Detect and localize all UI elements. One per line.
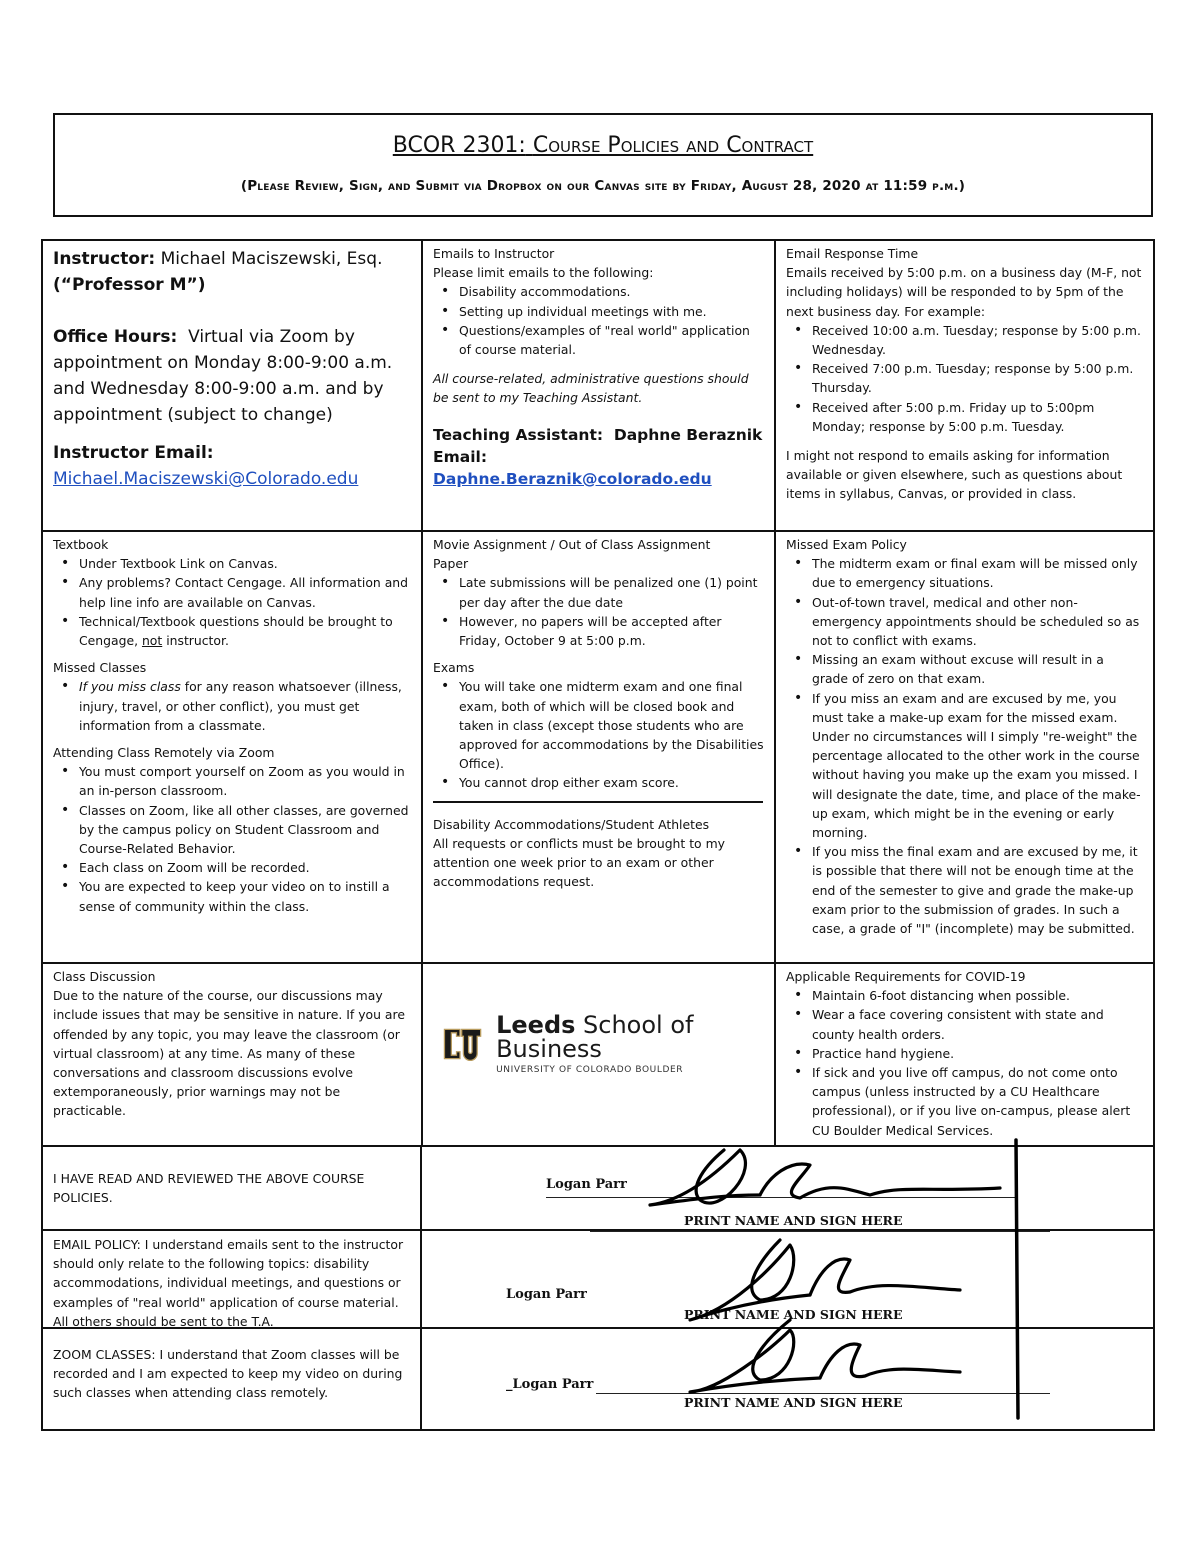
disability-heading: Disability Accommodations/Student Athletes	[433, 816, 710, 832]
list-item: • Missing an exam without excuse will result in a grade of zero on that exam.	[812, 650, 1143, 688]
row-contact	[43, 241, 1153, 532]
missed-exam-cell	[776, 532, 1153, 962]
list-item: • You are expected to keep your video on to instill a sense of community within the class.	[79, 877, 411, 915]
disability-text: All requests or conflicts must be brought to my attention one week prior to an exam or other accommodations request.	[433, 835, 725, 890]
signature-line	[590, 1231, 1050, 1232]
sign-label: PRINT NAME AND SIGN HERE	[684, 1395, 903, 1410]
textbook-heading: Textbook	[53, 537, 109, 552]
list-item: • If you miss an exam and are excused by me, you must take a make-up exam for the missed exam. Under no circumstances will I simply "re-weight" the percentage allocated to the other work in the course without having you make up the exam you missed. I will designate the date, time, and place of the make-up exam, which might be in the evening or early morning.	[812, 689, 1143, 843]
covid-heading: Applicable Requirements for COVID-19	[786, 969, 1026, 984]
missed-exam-heading: Missed Exam Policy	[786, 537, 907, 552]
sign-label: PRINT NAME AND SIGN HERE	[684, 1213, 903, 1228]
sign-row-3	[43, 1329, 1153, 1429]
list-item: • Any problems? Contact Cengage. All information and help line info are available on Canvas.	[79, 573, 411, 611]
list-item: • Received after 5:00 p.m. Friday up to 5:00pm Monday; response by 5:00 p.m. Tuesday.	[812, 398, 1143, 436]
printed-name: Logan Parr	[546, 1177, 627, 1192]
response-list	[786, 321, 1143, 436]
list-item: • The midterm exam or final exam will be missed only due to emergency situations.	[812, 554, 1143, 592]
movie-assignment-cell	[423, 532, 776, 962]
statement-email-policy: EMAIL POLICY: I understand emails sent to the instructor should only relate to the following topics: disability accommodations, individual meetings, and questions or examples of "real world" application of course material. All others should be sent to the T.A.	[43, 1231, 422, 1327]
list-item: • Out-of-town travel, medical and other non-emergency appointments should be scheduled so as not to conflict with exams.	[812, 593, 1143, 651]
statement-read: I HAVE READ AND REVIEWED THE ABOVE COURSE POLICIES.	[43, 1147, 422, 1229]
sign-area-1[interactable]	[422, 1147, 1153, 1229]
exams-heading: Exams	[433, 660, 475, 676]
statement-zoom: ZOOM CLASSES: I understand that Zoom classes will be recorded and I am expected to keep my video on during such classes when attending class remotely.	[43, 1329, 422, 1429]
list-item: • You cannot drop either exam score.	[459, 773, 764, 792]
list-item: • You will take one midterm exam and one final exam, both of which will be closed book and taken in class (except those students who are approved for accommodations by the Disabilities Office).	[459, 677, 764, 773]
response-heading: Email Response Time	[786, 246, 919, 261]
list-item: • Disability accommodations.	[459, 282, 764, 301]
leeds-logo	[441, 1013, 764, 1075]
sign-row-1	[43, 1147, 1153, 1231]
list-item: • Received 7:00 p.m. Tuesday; response by 5:00 p.m. Thursday.	[812, 359, 1143, 397]
list-item: • Maintain 6-foot distancing when possible.	[812, 986, 1143, 1005]
page-subtitle: (Please Review, Sign, and Submit via Dropbox on our Canvas site by Friday, August 28, 2020 at 11:59 p.m.)	[240, 178, 966, 194]
covid-cell	[776, 964, 1153, 1145]
logo-cell	[423, 964, 776, 1145]
list-item: • Classes on Zoom, like all other classes, are governed by the campus policy on Student Classroom and Course-Related Behavior.	[79, 801, 411, 859]
row-discussion	[43, 964, 1153, 1147]
sign-area-3[interactable]	[422, 1329, 1153, 1429]
divider	[433, 801, 763, 803]
instructor-cell: Instructor: Michael Maciszewski, Esq. (“Professor M”) Office Hours: Virtual via Zoom by appointment on Monday 8:00-9:00 a.m. and Wednesday 8:00-9:00 a.m. and by appointment (subject to change) Instructor Email: Michael.Maciszewski@Colorado.edu	[43, 241, 423, 530]
instructor-email-link[interactable]: Michael.Maciszewski@Colorado.edu	[53, 469, 359, 489]
list-item: • Practice hand hygiene.	[812, 1044, 1143, 1063]
instructor-email-label: Instructor Email:	[53, 443, 214, 463]
printed-name: _Logan Parr	[506, 1377, 594, 1392]
movie-heading: Movie Assignment / Out of Class Assignment	[433, 537, 711, 552]
office-hours: Office Hours: Virtual via Zoom by appointment on Monday 8:00-9:00 a.m. and Wednesday 8:00-9:00 a.m. and by appointment (subject to change)	[53, 327, 393, 425]
signature-line	[596, 1393, 1050, 1394]
emails-heading: Emails to Instructor	[433, 246, 555, 261]
list-item: • Under Textbook Link on Canvas.	[79, 554, 411, 573]
list-item: • Questions/examples of "real world" application of course material.	[459, 321, 764, 359]
cu-logo-icon	[441, 1019, 484, 1069]
logo-subtitle: UNIVERSITY OF COLORADO BOULDER	[496, 1065, 684, 1075]
list-item: • Late submissions will be penalized one (1) point per day after the due date	[459, 573, 764, 611]
logo-title: Leeds School of Business	[496, 1011, 694, 1063]
sign-row-2	[43, 1231, 1153, 1329]
list-item: • Each class on Zoom will be recorded.	[79, 858, 411, 877]
printed-name: Logan Parr	[506, 1287, 587, 1302]
textbook-cell	[43, 532, 423, 962]
signature-line	[546, 1197, 1016, 1198]
row-policies	[43, 532, 1153, 964]
discussion-text: Due to the nature of the course, our discussions may include issues that may be sensitive in nature. If you are offended by any topic, you may leave the classroom (or virtual classroom) at any time. As many of these conversations and classroom discussions evolve extemporaneously, prior warnings may not be practicable.	[53, 988, 405, 1119]
header-box	[53, 113, 1153, 217]
ta-email-link[interactable]: Daphne.Beraznik@colorado.edu	[433, 469, 712, 488]
ta-note: All course-related, administrative questions should be sent to my Teaching Assistant.	[433, 371, 749, 406]
emails-list	[433, 282, 764, 359]
list-item: • Technical/Textbook questions should be brought to Cengage, not instructor.	[79, 612, 411, 650]
list-item: • Wear a face covering consistent with state and county health orders.	[812, 1005, 1143, 1043]
list-item: • If you miss class for any reason whatsoever (illness, injury, travel, or other conflict), you must get information from a classmate.	[79, 677, 411, 735]
list-item: • You must comport yourself on Zoom as you would in an in-person classroom.	[79, 762, 411, 800]
discussion-heading: Class Discussion	[53, 969, 156, 984]
response-note: I might not respond to emails asking for information available or given elsewhere, such as questions about items in syllabus, Canvas, or provided in class.	[786, 448, 1123, 502]
sign-label: PRINT NAME AND SIGN HERE	[684, 1307, 903, 1322]
paper-heading: Paper	[433, 556, 469, 572]
sign-area-2[interactable]	[422, 1231, 1153, 1327]
list-item: • Received 10:00 a.m. Tuesday; response by 5:00 p.m. Wednesday.	[812, 321, 1143, 359]
email-response-cell: Email Response Time Emails received by 5:00 p.m. on a business day (M-F, not including holidays) will be responded to by 5pm of the next business day. For example: • Received 10:00 a.m. Tuesday; response by 5:00 p.m. Wednesday. • Received 7:00 p.m. Tuesday; response by 5:00 p.m. Thursday. • Received after 5:00 p.m. Friday up to 5:00pm Monday; response by 5:00 p.m. Tuesday. I might not respond to emails asking for information available or given elsewhere, such as questions about items in syllabus, Canvas, or provided in class.	[776, 241, 1153, 530]
ta-name: Teaching Assistant: Daphne Beraznik	[433, 425, 763, 444]
discussion-cell	[43, 964, 423, 1145]
list-item: • If sick and you live off campus, do not come onto campus (unless instructed by a CU Healthcare professional), or if you live on-campus, please alert CU Boulder Medical Services.	[812, 1063, 1143, 1140]
zoom-heading: Attending Class Remotely via Zoom	[53, 745, 275, 761]
page-title: BCOR 2301: Course Policies and Contract	[392, 133, 814, 158]
instructor-nickname: (“Professor M”)	[53, 275, 206, 295]
list-item: • If you miss the final exam and are excused by me, it is possible that there will not be enough time at the end of the semester to give and grade the make-up exam prior to the submission of grades. In such a case, a grade of "I" (incomplete) may be submitted.	[812, 842, 1143, 938]
emails-to-instructor-cell: Emails to Instructor Please limit emails to the following: • Disability accommodations. • Setting up individual meetings with me. • Questions/examples of "real world" application of course material. All course-related, administrative questions should be sent to my Teaching Assistant. Teaching Assistant: Daphne Beraznik Email: Daphne.Beraznik@colorado.edu	[423, 241, 776, 530]
policy-grid	[41, 239, 1155, 1431]
list-item: • However, no papers will be accepted after Friday, October 9 at 5:00 p.m.	[459, 612, 764, 650]
missed-classes-heading: Missed Classes	[53, 660, 147, 676]
list-item: • Setting up individual meetings with me.	[459, 302, 764, 321]
instructor-name: Michael Maciszewski, Esq.	[160, 249, 383, 269]
